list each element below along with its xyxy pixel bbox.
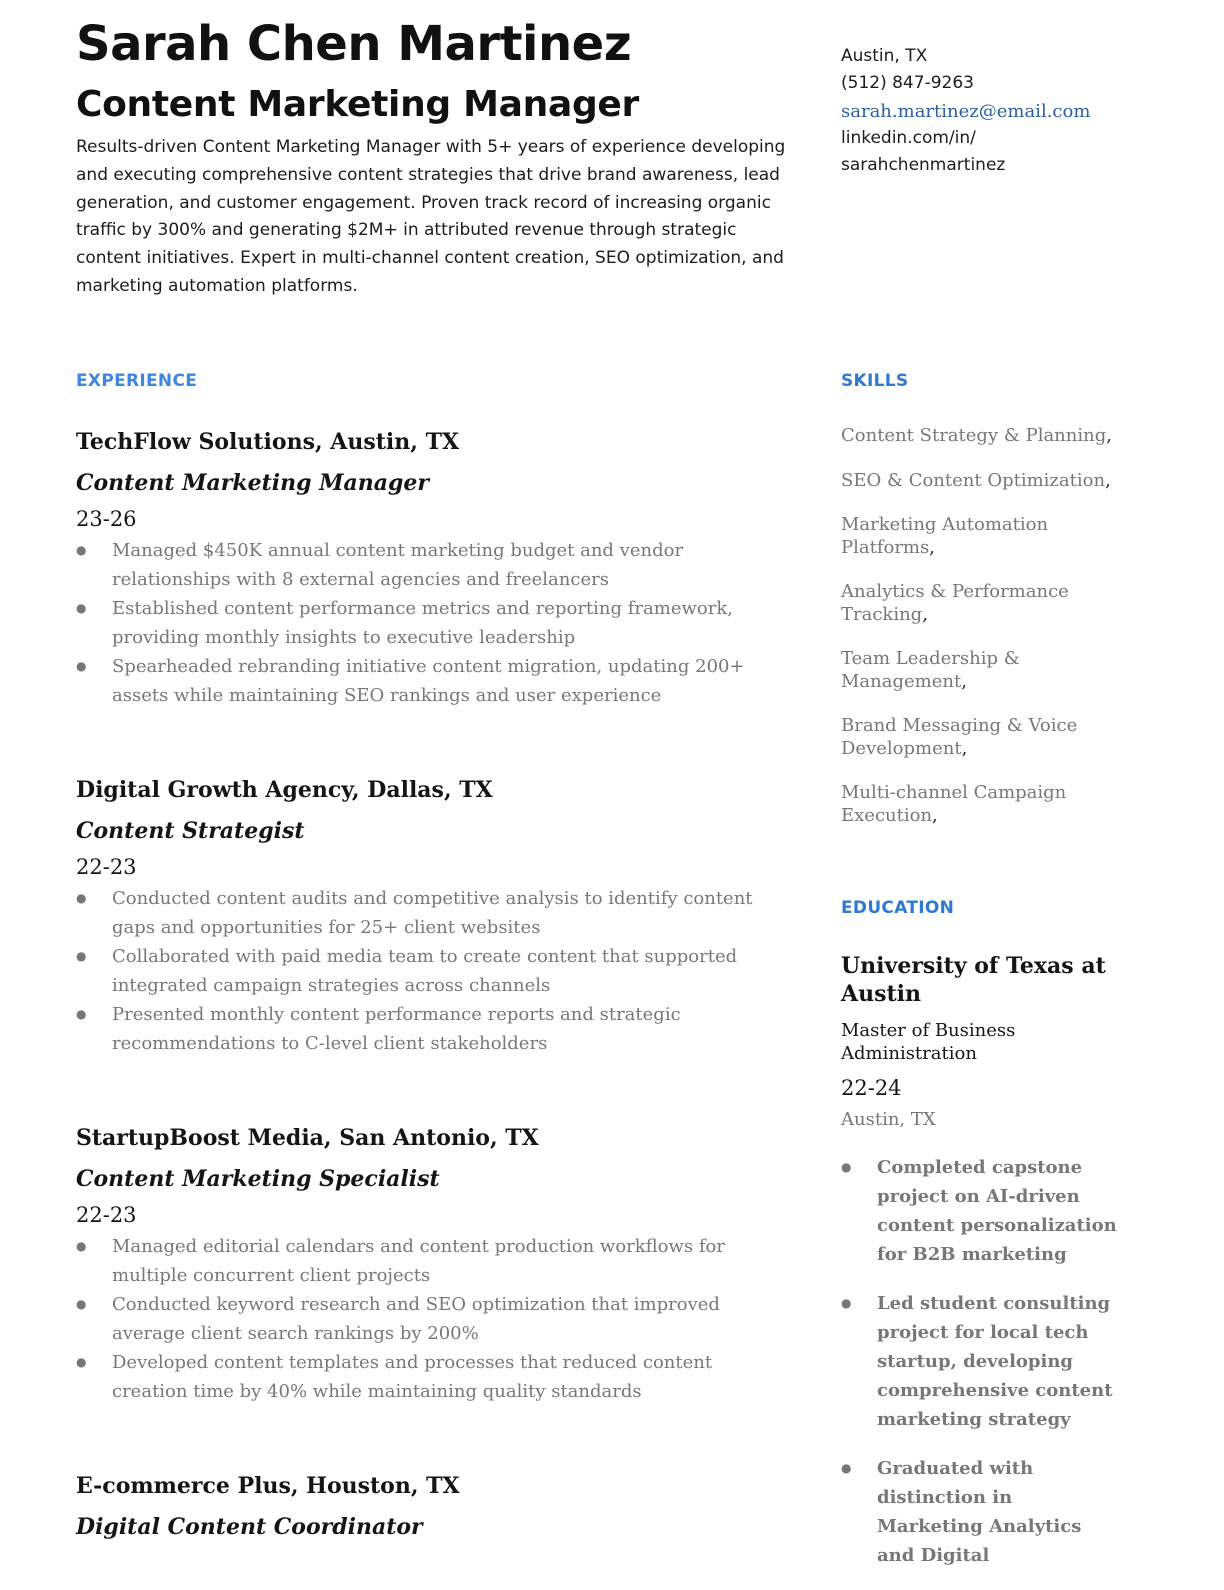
job-bullet: ● Established content performance metrics and reporting framework, providing monthly insights to executive leadership (76, 594, 788, 652)
skill-item (841, 782, 1121, 827)
job-entry (76, 775, 788, 1058)
job-bullet: ● Presented monthly content performance reports and strategic recommendations to C-level client stakeholders (76, 1000, 788, 1058)
education-heading: EDUCATION (841, 898, 955, 918)
candidate-name: Sarah Chen Martinez (76, 16, 632, 72)
contact-phone: (512) 847-9263 (841, 73, 974, 94)
experience-heading: EXPERIENCE (76, 371, 198, 391)
education-school: University of Texas at Austin (841, 953, 1106, 1007)
skill-separator: , (1105, 469, 1111, 491)
skill-item (841, 648, 1121, 693)
skill-separator: , (922, 603, 928, 625)
skill-label: Content Strategy & Planning (841, 425, 1107, 446)
education-dates: 22-24 (841, 1076, 902, 1100)
job-entry (76, 1471, 788, 1542)
skill-label: Marketing Automation Platforms (841, 514, 1049, 558)
job-dates: 22-23 (76, 1203, 137, 1227)
job-bullet: ● Conducted content audits and competitive analysis to identify content gaps and opportunities for 25+ client websites (76, 884, 788, 942)
job-role: Content Marketing Manager (76, 470, 429, 496)
job-dates: 22-23 (76, 855, 137, 879)
job-entry (76, 1123, 788, 1406)
job-role: Digital Content Coordinator (76, 1514, 423, 1540)
contact-location: Austin, TX (841, 46, 928, 66)
job-role: Content Strategist (76, 818, 305, 844)
education-degree: Master of Business Administration (841, 1020, 1016, 1064)
contact-linkedin-line2: sarahchenmartinez (841, 155, 1006, 176)
skill-label: Brand Messaging & Voice Development (841, 715, 1078, 759)
job-role: Content Marketing Specialist (76, 1166, 440, 1192)
skill-item (841, 715, 1121, 760)
skill-label: Team Leadership & Management (841, 648, 1020, 692)
skill-separator: , (961, 737, 968, 759)
skill-item (841, 470, 1121, 493)
skill-item (841, 581, 1121, 626)
job-company: TechFlow Solutions, Austin, TX (76, 429, 460, 455)
job-bullet: ● Collaborated with paid media team to create content that supported integrated campaign strategies across channels (76, 942, 788, 1000)
skills-heading: SKILLS (841, 371, 909, 391)
job-company: Digital Growth Agency, Dallas, TX (76, 777, 493, 803)
professional-summary: Results-driven Content Marketing Manager with 5+ years of experience developing and executing comprehensive content strategies that drive brand awareness, lead generation, and customer engagement. Proven track record of increasing organic traffic by 300% and generating $2M+ in attributed revenue through strategic content initiatives. Expert in multi-channel content creation, SEO optimization, and marketing automation platforms. (76, 137, 786, 296)
job-bullet: ● Conducted keyword research and SEO optimization that improved average client search rankings by 200% (76, 1290, 788, 1348)
job-title: Content Marketing Manager (76, 84, 639, 125)
skill-label: Analytics & Performance Tracking (841, 581, 1069, 625)
education-bullet: ● Completed capstone project on AI-driven content personalization for B2B marketing (841, 1153, 1121, 1269)
skill-separator: , (961, 670, 967, 692)
skill-separator: , (932, 804, 938, 826)
skill-item (841, 514, 1121, 559)
job-entry (76, 427, 788, 710)
contact-linkedin-line1: linkedin.com/in/ (841, 127, 976, 148)
skills-list (841, 425, 1121, 849)
job-bullet: ● Managed editorial calendars and content production workflows for multiple concurrent client projects (76, 1232, 788, 1290)
education-bullets (841, 1153, 1121, 1570)
skill-label: SEO & Content Optimization (841, 469, 1106, 491)
skill-label: Multi-channel Campaign Execution (841, 782, 1067, 826)
job-bullet: ● Spearheaded rebranding initiative content migration, updating 200+ assets while maintaining SEO rankings and user experience (76, 652, 788, 710)
job-company: E-commerce Plus, Houston, TX (76, 1473, 460, 1499)
job-company: StartupBoost Media, San Antonio, TX (76, 1125, 539, 1151)
skill-item (841, 425, 1121, 448)
job-dates: 23-26 (76, 507, 137, 531)
job-bullets (76, 884, 788, 1058)
job-bullets (76, 1232, 788, 1406)
job-bullet: ● Managed $450K annual content marketing budget and vendor relationships with 8 external agencies and freelancers (76, 536, 788, 594)
education-bullet: ● Led student consulting project for local tech startup, developing comprehensive content marketing strategy (841, 1289, 1121, 1434)
skill-separator: , (929, 536, 935, 558)
education-location: Austin, TX (841, 1109, 936, 1130)
job-bullets (76, 536, 788, 710)
job-bullet: ● Developed content templates and processes that reduced content creation time by 40% while maintaining quality standards (76, 1348, 788, 1406)
education-bullet: ● Graduated with distinction in Marketing Analytics and Digital (841, 1454, 1121, 1570)
contact-email-link[interactable]: sarah.martinez@email.com (841, 100, 1091, 122)
education-entry (841, 953, 1121, 1590)
skill-separator: , (1106, 425, 1112, 446)
contact-block (841, 43, 1141, 179)
